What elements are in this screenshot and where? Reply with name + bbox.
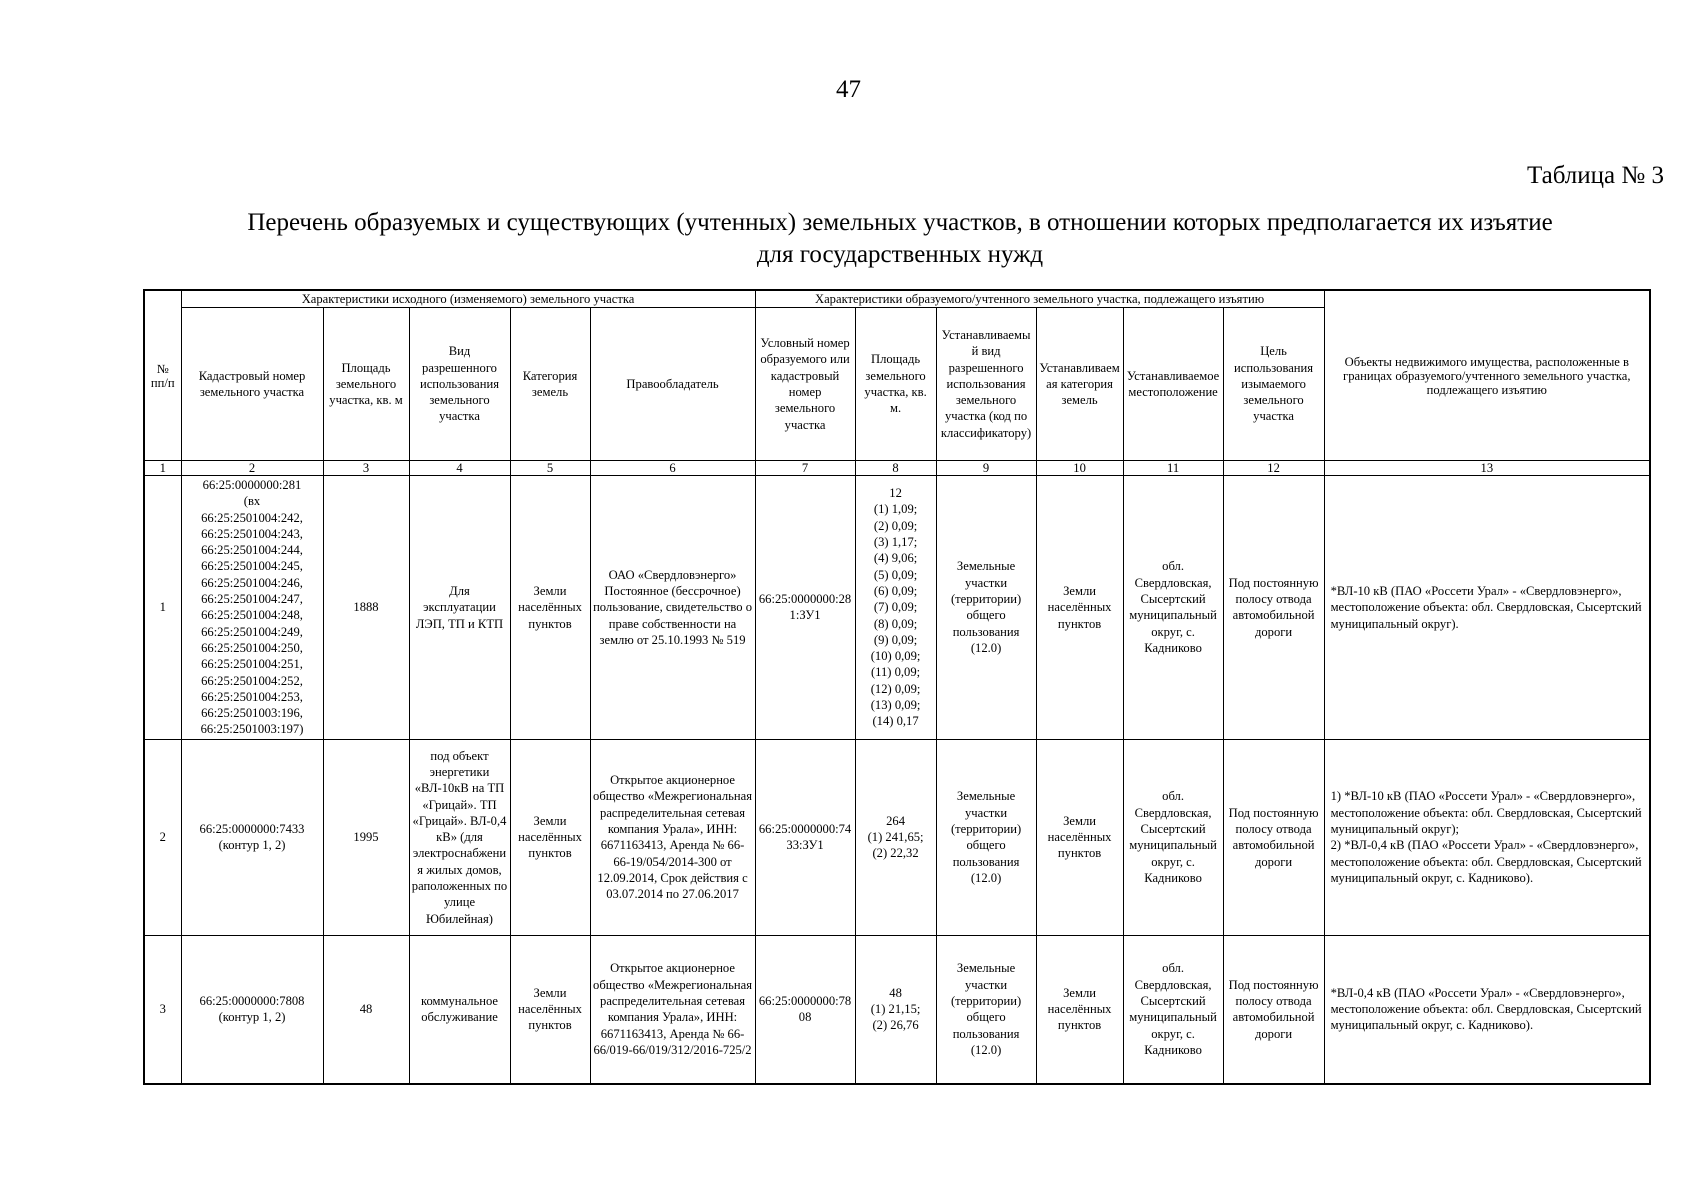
cell-purpose: Под постоянную полосу отвода автомобильной дороги bbox=[1223, 476, 1324, 740]
column-number: 10 bbox=[1036, 461, 1123, 476]
cell-owner: Открытое акционерное общество «Межрегиональная распределительная сетевая компания Урала», ИНН: 6671163413, Аренда № 66-66-19/054/2014-300 от 12.09.2014, Срок действия с 03.07.2014 по 27.06.2017 bbox=[590, 739, 755, 935]
header-group-source-plot: Характеристики исходного (изменяемого) земельного участка bbox=[181, 290, 755, 308]
cell-new-use: Земельные участки (территории) общего пользования (12.0) bbox=[936, 476, 1036, 740]
cell-purpose: Под постоянную полосу отвода автомобильной дороги bbox=[1223, 935, 1324, 1084]
column-number: 6 bbox=[590, 461, 755, 476]
header-group-row bbox=[144, 290, 1650, 308]
column-number: 2 bbox=[181, 461, 323, 476]
table-row bbox=[144, 739, 1650, 935]
cell-new-use: Земельные участки (территории) общего пользования (12.0) bbox=[936, 935, 1036, 1084]
column-number: 7 bbox=[755, 461, 855, 476]
document-title-line-1: Перечень образуемых и существующих (учтенных) земельных участков, в отношении которых предполагается их изъятие bbox=[247, 209, 1553, 236]
header-new-use: Устанавливаемый вид разрешенного использования земельного участка (код по классификатору) bbox=[936, 308, 1036, 461]
header-new-number: Условный номер образуемого или кадастровый номер земельного участка bbox=[755, 308, 855, 461]
cell-row-number: 2 bbox=[144, 739, 181, 935]
land-plots-table-container bbox=[143, 289, 1649, 1085]
cell-new-category: Земли населённых пунктов bbox=[1036, 476, 1123, 740]
header-purpose: Цель использования изымаемого земельного участка bbox=[1223, 308, 1324, 461]
header-location: Устанавливаемое местоположение bbox=[1123, 308, 1223, 461]
cell-owner: ОАО «Свердловэнерго» Постоянное (бессрочное) пользование, свидетельство о праве собственности на землю от 25.10.1993 № 519 bbox=[590, 476, 755, 740]
header-real-estate-objects: Объекты недвижимого имущества, расположенные в границах образуемого/учтенного земельного участка, подлежащего изъятию bbox=[1324, 290, 1650, 461]
cell-row-number: 3 bbox=[144, 935, 181, 1084]
column-number: 12 bbox=[1223, 461, 1324, 476]
cell-owner: Открытое акционерное общество «Межрегиональная распределительная сетевая компания Урала», ИНН: 6671163413, Аренда № 66-66/019-66/019/312/2016-725/2 bbox=[590, 935, 755, 1084]
cell-location: обл. Свердловская, Сысертский муниципальный округ, с. Кадниково bbox=[1123, 935, 1223, 1084]
column-number: 5 bbox=[510, 461, 590, 476]
header-cadastral-number: Кадастровый номер земельного участка bbox=[181, 308, 323, 461]
cell-area: 1888 bbox=[323, 476, 409, 740]
cell-permitted-use: Для эксплуатации ЛЭП, ТП и КТП bbox=[409, 476, 510, 740]
document-title bbox=[140, 207, 1660, 271]
table-label: Таблица № 3 bbox=[1526, 162, 1664, 189]
cell-land-category: Земли населённых пунктов bbox=[510, 476, 590, 740]
header-row-number: № пп/п bbox=[144, 290, 181, 461]
header-group-formed-plot: Характеристики образуемого/учтенного земельного участка, подлежащего изъятию bbox=[755, 290, 1324, 308]
table-row bbox=[144, 935, 1650, 1084]
cell-land-category: Земли населённых пунктов bbox=[510, 739, 590, 935]
cell-new-area: 264 (1) 241,65; (2) 22,32 bbox=[855, 739, 936, 935]
column-number: 9 bbox=[936, 461, 1036, 476]
cell-new-category: Земли населённых пунктов bbox=[1036, 935, 1123, 1084]
column-number: 3 bbox=[323, 461, 409, 476]
cell-new-area: 48 (1) 21,15; (2) 26,76 bbox=[855, 935, 936, 1084]
cell-land-category: Земли населённых пунктов bbox=[510, 935, 590, 1084]
header-permitted-use: Вид разрешенного использования земельного участка bbox=[409, 308, 510, 461]
column-number: 8 bbox=[855, 461, 936, 476]
cell-new-number: 66:25:0000000:7433:ЗУ1 bbox=[755, 739, 855, 935]
header-owner: Правообладатель bbox=[590, 308, 755, 461]
cell-location: обл. Свердловская, Сысертский муниципальный округ, с. Кадниково bbox=[1123, 739, 1223, 935]
column-numbers-row bbox=[144, 461, 1650, 476]
column-number: 1 bbox=[144, 461, 181, 476]
cell-new-category: Земли населённых пунктов bbox=[1036, 739, 1123, 935]
page-number: 47 bbox=[836, 76, 861, 103]
cell-permitted-use: под объект энергетики «ВЛ-10кВ на ТП «Грицай». ТП «Грицай». ВЛ-0,4 кВ» (для электроснабжения жилых домов, раположенных по улице Юбилейная) bbox=[409, 739, 510, 935]
cell-permitted-use: коммунальное обслуживание bbox=[409, 935, 510, 1084]
cell-cadastral-number: 66:25:0000000:7433 (контур 1, 2) bbox=[181, 739, 323, 935]
cell-purpose: Под постоянную полосу отвода автомобильной дороги bbox=[1223, 739, 1324, 935]
table-row bbox=[144, 476, 1650, 740]
cell-new-number: 66:25:0000000:281:ЗУ1 bbox=[755, 476, 855, 740]
cell-new-use: Земельные участки (территории) общего пользования (12.0) bbox=[936, 739, 1036, 935]
column-number: 11 bbox=[1123, 461, 1223, 476]
cell-cadastral-number: 66:25:0000000:7808 (контур 1, 2) bbox=[181, 935, 323, 1084]
cell-area: 48 bbox=[323, 935, 409, 1084]
header-new-area: Площадь земельного участка, кв. м. bbox=[855, 308, 936, 461]
column-number: 13 bbox=[1324, 461, 1650, 476]
header-area: Площадь земельного участка, кв. м bbox=[323, 308, 409, 461]
land-plots-table bbox=[143, 289, 1651, 1085]
document-title-line-2: для государственных нужд bbox=[756, 241, 1044, 268]
cell-location: обл. Свердловская, Сысертский муниципальный округ, с. Кадниково bbox=[1123, 476, 1223, 740]
header-land-category: Категория земель bbox=[510, 308, 590, 461]
cell-area: 1995 bbox=[323, 739, 409, 935]
cell-real-estate-objects: *ВЛ-10 кВ (ПАО «Россети Урал» - «Свердловэнерго», местоположение объекта: обл. Свердловская, Сысертский муниципальный округ). bbox=[1324, 476, 1650, 740]
header-new-category: Устанавливаемая категория земель bbox=[1036, 308, 1123, 461]
cell-cadastral-number: 66:25:0000000:281 (вх 66:25:2501004:242, 66:25:2501004:243, 66:25:2501004:244, 66:25:2501004:245, 66:25:2501004:246, 66:25:2501004:247, 66:25:2501004:248, 66:25:2501004:249, 66:25:2501004:250, 66:25:2501004:251, 66:25:2501004:252, 66:25:2501004:253, 66:25:2501003:196, 66:25:2501003:197) bbox=[181, 476, 323, 740]
column-number: 4 bbox=[409, 461, 510, 476]
cell-new-number: 66:25:0000000:7808 bbox=[755, 935, 855, 1084]
cell-new-area: 12 (1) 1,09; (2) 0,09; (3) 1,17; (4) 9,06; (5) 0,09; (6) 0,09; (7) 0,09; (8) 0,09; (9) 0,09; (10) 0,09; (11) 0,09; (12) 0,09; (13) 0,09; (14) 0,17 bbox=[855, 476, 936, 740]
cell-real-estate-objects: *ВЛ-0,4 кВ (ПАО «Россети Урал» - «Свердловэнерго», местоположение объекта: обл. Свердловская, Сысертский муниципальный округ, с. Кадниково). bbox=[1324, 935, 1650, 1084]
cell-row-number: 1 bbox=[144, 476, 181, 740]
cell-real-estate-objects: 1) *ВЛ-10 кВ (ПАО «Россети Урал» - «Свердловэнерго», местоположение объекта: обл. Свердловская, Сысертский муниципальный округ); 2) *ВЛ-0,4 кВ (ПАО «Россети Урал» - «Свердловэнерго», местоположение объекта: обл. Свердловская, Сысертский муниципальный округ, с. Кадниково). bbox=[1324, 739, 1650, 935]
